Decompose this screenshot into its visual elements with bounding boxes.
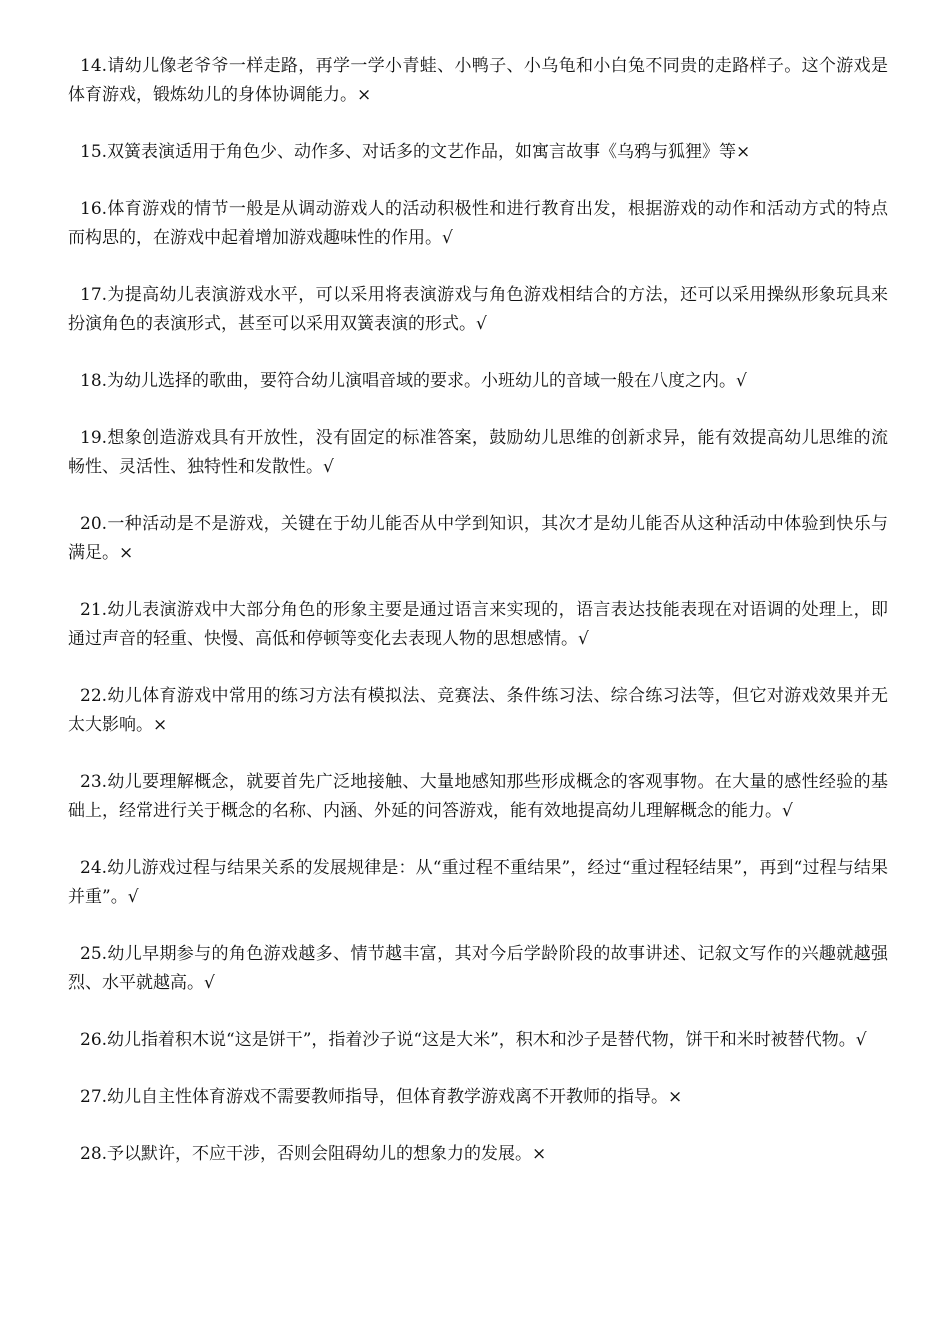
question-item-22: 22.幼儿体育游戏中常用的练习方法有模拟法、竞赛法、条件练习法、综合练习法等，但它对游戏效果并无太大影响。× (68, 686, 888, 735)
question-item-15: 15.双簧表演适用于角色少、动作多、对话多的文艺作品，如寓言故事《乌鸦与狐狸》等× (80, 142, 751, 162)
question-item-18: 18.为幼儿选择的歌曲，要符合幼儿演唱音域的要求。小班幼儿的音域一般在八度之内。√ (80, 371, 747, 391)
question-item-16: 16.体育游戏的情节一般是从调动游戏人的活动积极性和进行教育出发，根据游戏的动作和活动方式的特点而构思的，在游戏中起着增加游戏趣味性的作用。√ (68, 199, 888, 248)
question-item-28: 28.予以默许，不应干涉，否则会阻碍幼儿的想象力的发展。× (80, 1144, 547, 1164)
document-page (68, 52, 888, 1197)
question-item-21: 21.幼儿表演游戏中大部分角色的形象主要是通过语言来实现的，语言表达技能表现在对语调的处理上，即通过声音的轻重、快慢、高低和停顿等变化去表现人物的思想感情。√ (68, 600, 888, 649)
question-item-20: 20.一种活动是不是游戏，关键在于幼儿能否从中学到知识，其次才是幼儿能否从这种活动中体验到快乐与满足。× (68, 514, 888, 563)
question-item-17: 17.为提高幼儿表演游戏水平，可以采用将表演游戏与角色游戏相结合的方法，还可以采用操纵形象玩具来扮演角色的表演形式，甚至可以采用双簧表演的形式。√ (68, 285, 888, 334)
question-item-19: 19.想象创造游戏具有开放性，没有固定的标准答案，鼓励幼儿思维的创新求异，能有效提高幼儿思维的流畅性、灵活性、独特性和发散性。√ (68, 428, 888, 477)
question-item-24: 24.幼儿游戏过程与结果关系的发展规律是：从“重过程不重结果”，经过“重过程轻结果”，再到“过程与结果并重”。√ (68, 858, 888, 907)
question-item-26: 26.幼儿指着积木说“这是饼干”，指着沙子说“这是大米”，积木和沙子是替代物，饼干和米时被替代物。√ (80, 1030, 867, 1050)
question-item-25: 25.幼儿早期参与的角色游戏越多、情节越丰富，其对今后学龄阶段的故事讲述、记叙文写作的兴趣就越强烈、水平就越高。√ (68, 944, 888, 993)
question-item-14: 14.请幼儿像老爷爷一样走路，再学一学小青蛙、小鸭子、小乌龟和小白兔不同贵的走路样子。这个游戏是体育游戏，锻炼幼儿的身体协调能力。× (68, 56, 888, 105)
question-item-23: 23.幼儿要理解概念，就要首先广泛地接触、大量地感知那些形成概念的客观事物。在大量的感性经验的基础上，经常进行关于概念的名称、内涵、外延的问答游戏，能有效地提高幼儿理解概念的能力。√ (68, 772, 888, 821)
question-item-27: 27.幼儿自主性体育游戏不需要教师指导，但体育教学游戏离不开教师的指导。× (80, 1087, 683, 1107)
